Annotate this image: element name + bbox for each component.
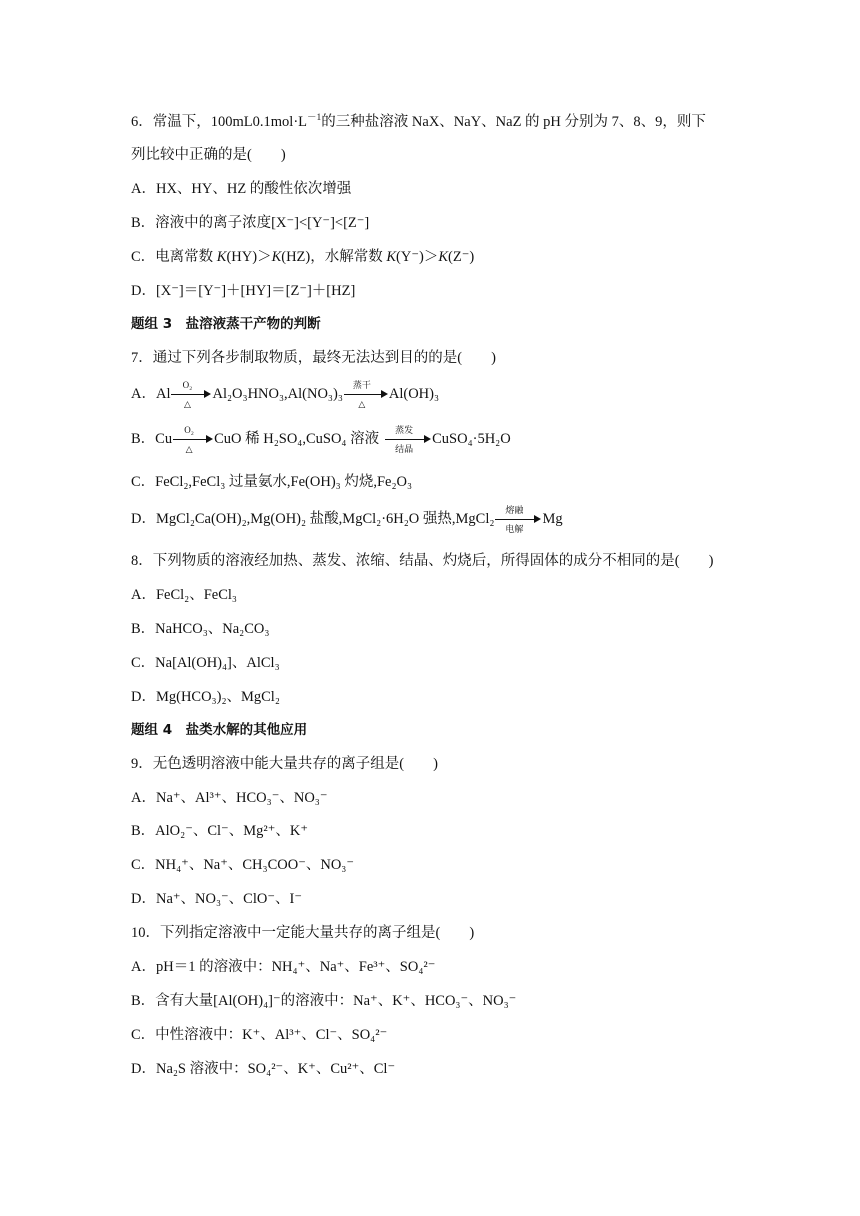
q9-option-a: A．Na⁺、Al³⁺、HCO₃⁻、NO₃⁻ [131,790,328,806]
q6-option-a: A．HX、HY、HZ 的酸性依次增强 [131,181,352,197]
q7-d-arrow-top: 熔融 [505,504,524,515]
q7-b-arrow1 [173,425,213,455]
q9-option-c: C．NH₄⁺、Na⁺、CH₃COO⁻、NO₃⁻ [131,857,355,873]
q7-option-a [131,379,439,409]
q9-stem: 9．无色透明溶液中能大量共存的离子组是( ) [131,756,438,772]
q6-stem-line1 [131,113,706,131]
q7-option-c: C．FeCl₂,FeCl₃ 过量氨水,Fe(OH)₃ 灼烧,Fe₂O₃ [131,474,413,490]
q7-b-end: CuSO₄·5H₂O [432,431,511,447]
q6-c-k1: K [216,249,227,265]
q7-a-arrow2-bottom: △ [358,398,366,409]
q6-c-mid3: (Y⁻)＞ [396,249,439,265]
q7-b-arrow2 [385,425,431,455]
q7-a-middle: Al₂O₃HNO₃,Al(NO₃)₃ [212,386,343,402]
q6-c-k3: K [386,249,397,265]
q7-a-arrow1-top: O₂ [182,379,193,390]
q8-stem: 8．下列物质的溶液经加热、蒸发、浓缩、结晶、灼烧后，所得固体的成分不相同的是( ) [131,553,714,569]
q7-a-arrow2 [344,380,388,410]
q8-option-d: D．Mg(HCO₃)₂、MgCl₂ [131,689,280,705]
q7-option-b [131,424,511,454]
q6-stem-line2: 列比较中正确的是( ) [131,147,286,163]
q7-stem: 7．通过下列各步制取物质，最终无法达到目的的是( ) [131,350,496,366]
q6-option-b: B．溶液中的离子浓度[X⁻]<[Y⁻]<[Z⁻] [131,215,370,231]
q9-option-d: D．Na⁺、NO₃⁻、ClO⁻、I⁻ [131,891,302,907]
q7-a-arrow1 [171,380,211,410]
group3-heading: 题组 3 盐溶液蒸干产物的判断 [131,316,321,332]
q7-b-middle: CuO 稀 H₂SO₄,CuSO₄ 溶液 [214,431,380,447]
q7-d-arrow [495,505,541,535]
q7-a-arrow2-top: 蒸干 [352,379,371,390]
q7-b-label: B．Cu [131,431,173,447]
q6-c-k2: K [271,249,282,265]
q10-option-b: B．含有大量[Al(OH)₄]⁻的溶液中：Na⁺、K⁺、HCO₃⁻、NO₃⁻ [131,993,517,1009]
q10-stem: 10．下列指定溶液中一定能大量共存的离子组是( ) [131,925,475,941]
q7-a-label: A．Al [131,386,171,402]
q7-a-arrow1-bottom: △ [184,398,191,409]
q7-b-arrow1-top: O₂ [184,424,194,435]
q7-a-end: Al(OH)₃ [388,386,440,402]
q10-option-c: C．中性溶液中：K⁺、Al³⁺、Cl⁻、SO₄²⁻ [131,1027,388,1043]
q6-c-k4: K [438,249,449,265]
group4-heading: 题组 4 盐类水解的其他应用 [131,722,308,738]
q7-b-arrow1-bottom: △ [185,443,193,454]
q8-option-b: B．NaHCO₃、Na₂CO₃ [131,621,270,637]
q6-c-end: (Z⁻) [448,249,475,265]
q7-d-arrow-bottom: 电解 [505,523,524,534]
q6-unit-superscript: －1 [307,113,322,123]
q6-option-c [131,248,474,266]
q6-stem-part2: 的三种盐溶液 NaX、NaY、NaZ 的 pH 分别为 7、8、9，则下 [321,114,706,130]
q7-option-d [131,504,563,534]
q9-option-b: B．AlO₂⁻、Cl⁻、Mg²⁺、K⁺ [131,823,308,839]
q8-option-a: A．FeCl₂、FeCl₃ [131,587,237,603]
q6-stem-part1: 6．常温下，100mL0.1mol·L [131,114,308,130]
q6-c-mid1: (HY)＞ [226,249,272,265]
q7-b-arrow2-bottom: 结晶 [395,443,414,454]
q7-d-end: Mg [542,511,563,527]
q10-option-d: D．Na₂S 溶液中：SO₄²⁻、K⁺、Cu²⁺、Cl⁻ [131,1061,396,1077]
q7-b-arrow2-top: 蒸发 [395,424,414,435]
q8-option-c: C．Na[Al(OH)₄]、AlCl₃ [131,655,280,671]
q6-c-prefix: C．电离常数 [131,249,217,265]
q10-option-a: A．pH＝1 的溶液中：NH₄⁺、Na⁺、Fe³⁺、SO₄²⁻ [131,959,436,975]
q6-c-mid2: (HZ)，水解常数 [281,249,387,265]
q6-option-d: D．[X⁻]＝[Y⁻]＋[HY]＝[Z⁻]＋[HZ] [131,283,356,299]
q7-d-label: D．MgCl₂Ca(OH)₂,Mg(OH)₂ 盐酸,MgCl₂·6H₂O 强热,MgCl₂ [131,511,495,527]
